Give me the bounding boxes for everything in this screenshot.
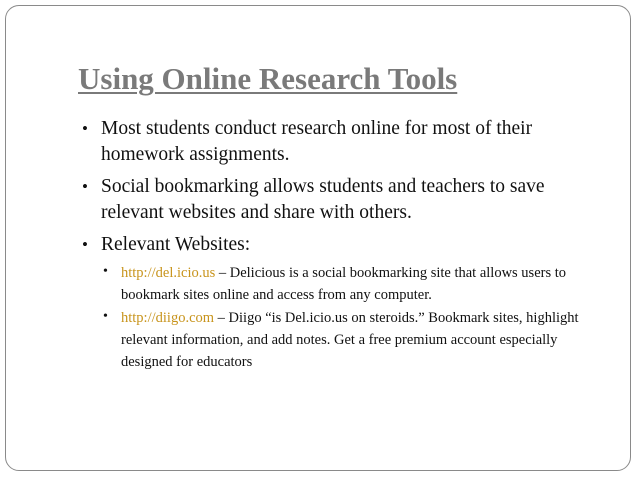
bullet-text: Most students conduct research online for most of their homework assignments. (101, 118, 533, 165)
bullet-icon: • (82, 177, 88, 196)
slide (5, 5, 631, 471)
slide-title: Using Online Research Tools (78, 61, 458, 96)
delicious-link[interactable]: http://del.icio.us (121, 265, 216, 281)
bullet-icon: • (103, 264, 108, 279)
bullet-item (82, 116, 612, 168)
bullet-item (82, 174, 612, 226)
diigo-link[interactable]: http://diigo.com (121, 310, 215, 326)
bullet-list (82, 116, 612, 373)
bullet-text: Relevant Websites: (101, 234, 251, 255)
sub-bullet-list (103, 262, 612, 373)
slide-content (82, 116, 612, 379)
sub-bullet-text: – Diigo “is Del.icio.us on steroids.” Bookmark sites, highlight relevant information, and add notes. Get a free premium account especially designed for educators (121, 310, 579, 370)
bullet-item (82, 232, 612, 373)
bullet-text: Social bookmarking allows students and teachers to save relevant websites and share with others. (101, 176, 545, 223)
bullet-icon: • (82, 119, 88, 138)
bullet-icon: • (103, 309, 108, 324)
sub-bullet-text: – Delicious is a social bookmarking site that allows users to bookmark sites online and access from any computer. (121, 265, 567, 303)
sub-bullet-item (103, 262, 612, 306)
bullet-icon: • (82, 235, 88, 254)
sub-bullet-item (103, 307, 612, 373)
